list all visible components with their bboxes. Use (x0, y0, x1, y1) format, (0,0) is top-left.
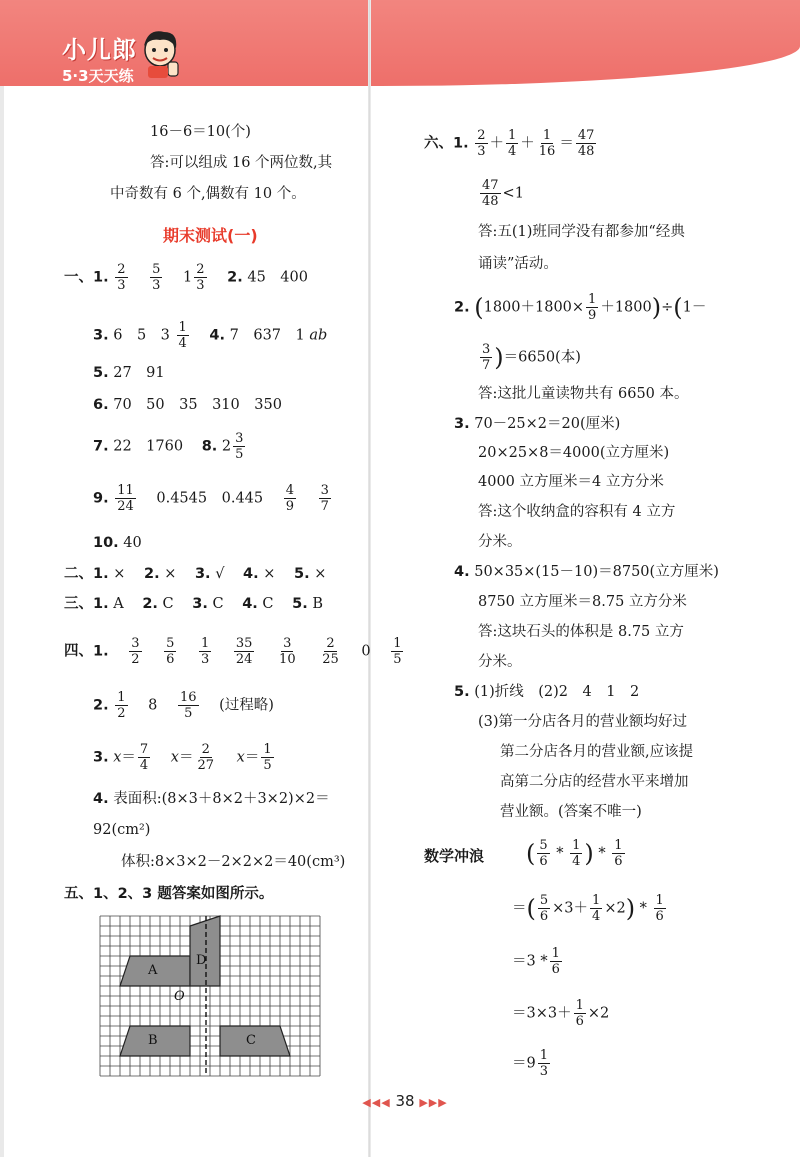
q6-line-2b: $\frac{3}{7}$ )＝6650(本) (482, 342, 581, 373)
item-number: 7. (93, 438, 109, 455)
fraction: $\frac{3}{7}$ (482, 342, 491, 373)
q6-label: 六、1. (424, 135, 469, 152)
fraction: $\frac{2}{3}$ (196, 262, 205, 293)
fraction: $\frac{35}{24}$ (235, 636, 253, 667)
brand-series: 5·3天天练 (62, 67, 134, 85)
item-number: 5. (294, 566, 310, 582)
item-number: 4. (242, 596, 258, 612)
q6-line-5e: 营业额。(答案不唯一) (500, 804, 642, 820)
answer-text: 50×35×(15－10)＝8750(立方厘米) (474, 564, 719, 580)
fraction: $\frac{3}{10}$ (279, 636, 296, 667)
answer-text: (过程略) (219, 697, 274, 714)
mixed-whole: 1 (183, 269, 193, 286)
page-footer (340, 1092, 470, 1110)
answer-choice: C (162, 596, 174, 612)
fraction: $\frac{2}{27}$ (197, 742, 215, 773)
answer-text: ＝9 (512, 1055, 536, 1072)
item-number: 9. (93, 490, 109, 507)
item-number: 10. (93, 535, 119, 551)
item-number: 4. (209, 327, 226, 344)
answer-mark: × (263, 566, 276, 582)
fraction: $\frac{5}{6}$ (166, 636, 175, 667)
label-o: O (174, 989, 185, 1004)
answer-text: 6 5 3 (113, 327, 170, 344)
fraction: $\frac{3}{2}$ (131, 636, 140, 667)
page-edge (0, 0, 4, 1157)
carry-line-3: 中奇数有 6 个,偶数有 10 个。 (110, 186, 306, 202)
fraction: $\frac{1}{9}$ (588, 292, 597, 323)
q1-line-7 (93, 431, 247, 462)
q2-line (64, 564, 326, 584)
answer-choice: C (212, 596, 224, 612)
carry-line-2: 答:可以组成 16 个两位数,其 (150, 155, 333, 171)
q6-line-4 (454, 562, 719, 582)
answer-text: 45 400 (247, 269, 308, 286)
q4-line-4b: 92(cm²) (93, 822, 151, 838)
q6-line-1d: 诵读”活动。 (478, 256, 558, 272)
page-number: 38 (395, 1092, 415, 1110)
fraction: $\frac{2}{3}$ (117, 262, 126, 293)
q4-line-3: 3. x＝ $\frac{7}{4}$ x＝ $\frac{2}{27}$ x＝ $\frac{1}{5}$ (93, 742, 272, 773)
q3-label: 三、1. (64, 596, 109, 612)
fraction: $\frac{5}{6}$ (539, 893, 549, 924)
fraction: $\frac{4}{9}$ (285, 483, 295, 514)
item-number: 5. (93, 365, 109, 381)
shape-d (190, 916, 220, 986)
answer-variable: x (236, 749, 245, 766)
q6-line-3b: 20×25×8＝4000(立方厘米) (478, 445, 670, 461)
q1-line-5 (93, 363, 165, 383)
fraction: $\frac{1}{4}$ (592, 893, 601, 924)
fraction: $\frac{16}{5}$ (179, 690, 197, 721)
fraction: $\frac{1}{5}$ (263, 742, 272, 773)
item-number: 3. (93, 327, 109, 344)
answer-text: ＋1800 (600, 299, 652, 316)
item-number: 5. (292, 596, 308, 612)
answer-text: ÷ (661, 299, 674, 316)
q6-line-1c: 答:五(1)班同学没有都参加“经典 (478, 224, 685, 240)
fraction: $\frac{1}{4}$ (572, 838, 581, 869)
answer-choice: C (262, 596, 274, 612)
q6-line-4d: 分米。 (478, 654, 522, 670)
label-c: C (246, 1033, 256, 1048)
q1-line-1 (64, 262, 308, 293)
surf-line-3 (512, 946, 564, 977)
math-surf-label: 数学冲浪 (424, 847, 485, 865)
answer-text: 0.4545 0.445 (156, 490, 264, 507)
fraction: $\frac{1}{6}$ (655, 893, 664, 924)
answer-variable: x (113, 749, 122, 766)
item-number: 2. (454, 299, 470, 316)
q5-text: 五、1、2、3 题答案如图所示。 (64, 886, 274, 902)
answer-text: (1)折线 (2)2 4 1 2 (474, 684, 640, 700)
item-number: 2. (227, 269, 243, 286)
q6-line-4b: 8750 立方厘米＝8.75 立方分米 (478, 594, 687, 610)
q6-line-1: 六、1. $\frac{2}{3}$ ＋ $\frac{1}{4}$ ＋ $\frac{1}{16}$ ＝ $\frac{47}{48}$ (424, 128, 595, 159)
fraction: $\frac{5}{3}$ (152, 262, 161, 293)
answer-variable: ab (309, 327, 328, 344)
answer-text: 1－ (682, 299, 707, 316)
q6-line-5b: (3)第一分店各月的营业额均好过 (478, 714, 688, 730)
answer-text: ×2 (604, 900, 626, 917)
mixed-whole: 2 (221, 438, 232, 455)
item-number: 2. (93, 697, 109, 714)
answer-mark: × (314, 566, 327, 582)
answer-text: 8 (148, 697, 158, 714)
item-number: 8. (201, 438, 218, 455)
fraction: $\frac{1}{6}$ (551, 946, 560, 977)
answer-figure (96, 912, 328, 1082)
q6-line-2c: 答:这批儿童读物共有 6650 本。 (478, 386, 689, 402)
q1-line-6 (93, 395, 282, 415)
q6-line-3e: 分米。 (478, 534, 522, 550)
answer-text: 27 91 (113, 365, 165, 381)
answer-text: <1 (502, 185, 524, 202)
fraction: $\frac{3}{5}$ (235, 431, 244, 462)
q3-line (64, 594, 323, 614)
surf-line-5 (512, 1048, 552, 1079)
item-number: 2. (142, 596, 158, 612)
q4-line-4 (93, 789, 330, 809)
q1-line-10 (93, 533, 142, 553)
item-number: 4. (454, 564, 470, 580)
answer-mark: × (164, 566, 177, 582)
answer-mark: √ (215, 566, 225, 582)
answer-mark: × (113, 566, 126, 582)
fraction: $\frac{1}{3}$ (201, 636, 210, 667)
q6-line-3d: 答:这个收纳盒的容积有 4 立方 (478, 504, 676, 520)
answer-text: ×2 (587, 1005, 610, 1022)
q1-line-3 (93, 320, 327, 351)
q4-line-1 (64, 636, 405, 667)
item-number: 3. (454, 416, 470, 432)
q1-line-9 (93, 483, 333, 514)
fraction: $\frac{1}{3}$ (539, 1048, 549, 1079)
q6-line-5 (454, 682, 639, 702)
answer-choice: B (312, 596, 323, 612)
item-number: 6. (93, 397, 109, 413)
answer-text: ＝3×3＋ (512, 1005, 572, 1022)
q6-line-5c: 第二分店各月的营业额,应该提 (500, 744, 694, 760)
surf-line-1: ( $\frac{5}{6}$ * $\frac{1}{4}$ ) * $\frac{1}{6}$ (526, 838, 623, 869)
answer-text: 70－25×2＝20(厘米) (474, 416, 621, 432)
fraction: $\frac{1}{4}$ (508, 128, 517, 159)
section-title: 期末测试(一) (163, 226, 258, 245)
carry-line-1: 16－6＝10(个) (150, 124, 251, 140)
answer-text: 22 1760 (113, 438, 184, 455)
fraction: $\frac{1}{6}$ (614, 838, 623, 869)
q6-line-3c: 4000 立方厘米＝4 立方分米 (478, 474, 664, 490)
q6-line-4c: 答:这块石头的体积是 8.75 立方 (478, 624, 684, 640)
item-number: 3. (93, 749, 109, 766)
q2-label: 二、1. (64, 566, 109, 582)
q6-line-3 (454, 414, 620, 434)
q1-label: 一、1. (64, 269, 109, 286)
label-a: A (148, 963, 158, 978)
brand-logo (62, 30, 137, 86)
item-number: 3. (194, 566, 211, 582)
item-number: 2. (143, 566, 160, 582)
fraction: $\frac{1}{6}$ (575, 998, 584, 1029)
answer-text: 0 (361, 643, 371, 660)
left-arrows-icon: ◀◀◀ (362, 1096, 391, 1109)
q4-label: 四、1. (64, 643, 109, 660)
answer-text: 7 637 1 (229, 327, 305, 344)
fraction: $\frac{1}{4}$ (178, 320, 187, 351)
fraction: $\frac{47}{48}$ (577, 128, 595, 159)
q6-line-5d: 高第二分店的经营水平来增加 (500, 774, 689, 790)
answer-variable: x (170, 749, 179, 766)
fraction: $\frac{11}{24}$ (117, 483, 134, 514)
q4-line-2 (93, 690, 274, 721)
fraction: $\frac{2}{25}$ (322, 636, 339, 667)
label-d: D (196, 953, 207, 968)
page-fold (368, 0, 371, 1157)
fraction: $\frac{1}{16}$ (538, 128, 556, 159)
fraction: $\frac{1}{2}$ (117, 690, 126, 721)
mascot-boy-icon (138, 26, 184, 80)
fraction: $\frac{2}{3}$ (477, 128, 486, 159)
fraction: $\frac{7}{4}$ (139, 742, 149, 773)
item-number: 3. (192, 596, 208, 612)
fraction: $\frac{5}{6}$ (539, 838, 548, 869)
fraction: $\frac{1}{5}$ (393, 636, 402, 667)
answer-text: 1800＋1800× (483, 299, 585, 316)
right-arrows-icon: ▶▶▶ (419, 1096, 448, 1109)
fraction: $\frac{47}{48}$ (482, 178, 499, 209)
label-b: B (148, 1033, 158, 1048)
item-number: 4. (243, 566, 259, 582)
q6-line-1b (478, 178, 524, 209)
fraction: $\frac{3}{7}$ (320, 483, 329, 514)
surf-line-2: ＝( $\frac{5}{6}$ ×3＋ $\frac{1}{4}$ ×2) * $\frac{1}{6}$ (512, 893, 664, 924)
item-number: 4. (93, 791, 109, 807)
item-number: 5. (454, 684, 470, 700)
answer-text: 70 50 35 310 350 (113, 397, 282, 413)
answer-text: ×3＋ (552, 900, 589, 917)
q6-line-2: 2. (1800＋1800× $\frac{1}{9}$ ＋1800)÷(1－ (454, 292, 707, 323)
answer-choice: A (113, 596, 124, 612)
brand-name: 小儿郎 (62, 36, 137, 64)
q5-label (64, 884, 273, 904)
answer-text: ＝6650(本) (503, 349, 581, 366)
q4-line-4c: 体积:8×3×2－2×2×2＝40(cm³) (121, 854, 346, 870)
surf-line-4 (512, 998, 609, 1029)
answer-text: 表面积:(8×3＋8×2＋3×2)×2＝ (113, 791, 330, 807)
answer-text: ＝3 * (512, 953, 548, 970)
answer-text: 40 (123, 535, 142, 551)
